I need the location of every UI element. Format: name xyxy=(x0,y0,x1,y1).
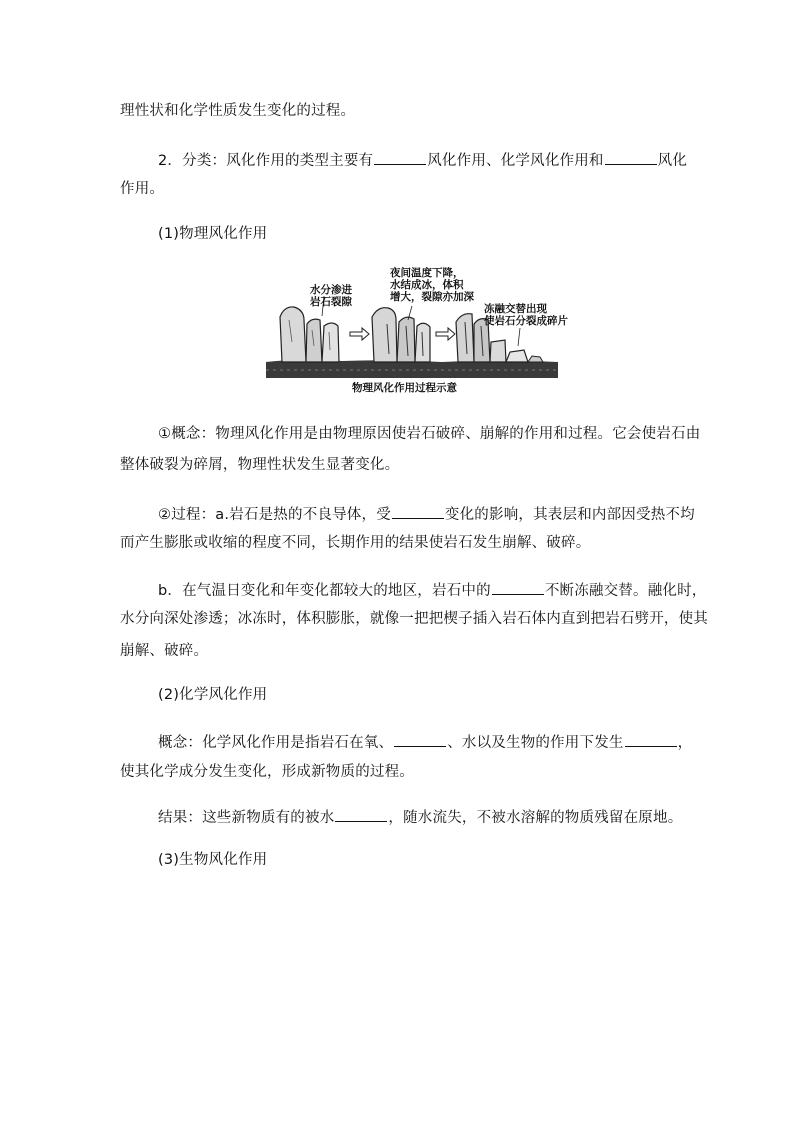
text-line: 理性状和化学性质发生变化的过程。 xyxy=(120,103,356,119)
text-line xyxy=(158,808,682,826)
text-segment: 风化 xyxy=(657,153,688,169)
weathering-diagram xyxy=(262,262,568,402)
text-segment: ②过程：a.岩石是热的不良导体，受 xyxy=(158,507,391,523)
text-segment: ，随水流失，不被水溶解的物质残留在原地。 xyxy=(388,810,683,826)
figure-label: 水分渗进 岩石裂隙 xyxy=(310,284,352,309)
text-line: 使其化学成分发生变化，形成新物质的过程。 xyxy=(120,764,414,780)
text-line xyxy=(158,733,692,751)
fill-blank[interactable] xyxy=(335,808,387,822)
section-heading: (1)物理风化作用 xyxy=(158,226,268,242)
text-segment: 风化作用、化学风化作用和 xyxy=(427,153,604,169)
text-line: 整体破裂为碎屑，物理性状发生显著变化。 xyxy=(120,457,400,473)
text-segment: 、水以及生物的作用下发生 xyxy=(447,735,624,751)
text-segment: 概念：化学风化作用是指岩石在氧、 xyxy=(158,735,394,751)
fill-blank[interactable] xyxy=(625,733,677,747)
text-segment: 2．分类：风化作用的类型主要有 xyxy=(158,153,374,169)
fill-blank[interactable] xyxy=(394,733,446,747)
fill-blank[interactable] xyxy=(392,505,444,519)
figure-caption: 物理风化作用过程示意 xyxy=(352,382,457,394)
text-line: 作用。 xyxy=(120,181,165,197)
text-segment: ， xyxy=(677,735,693,751)
text-segment: b．在气温日变化和年变化都较大的地区，岩石中的 xyxy=(158,583,491,599)
section-heading: (3)生物风化作用 xyxy=(158,852,268,868)
text-line: ①概念：物理风化作用是由物理原因使岩石破碎、崩解的作用和过程。它会使岩石由 xyxy=(158,426,701,442)
fill-blank[interactable] xyxy=(605,151,657,165)
text-line xyxy=(158,151,687,169)
text-segment: 变化的影响，其表层和内部因受热不均 xyxy=(444,507,695,523)
text-line: 水分向深处渗透；冰冻时，体积膨胀，就像一把把楔子插入岩石体内直到把岩石劈开，使其 xyxy=(120,611,708,627)
text-line xyxy=(158,505,695,523)
text-line: 而产生膨胀或收缩的程度不同，长期作用的结果使岩石发生崩解、破碎。 xyxy=(120,535,591,551)
fill-blank[interactable] xyxy=(492,581,544,595)
figure-label: 夜间温度下降， 水结成冰，体积 增大，裂隙亦加深 xyxy=(390,267,474,304)
text-line xyxy=(158,581,707,599)
text-segment: 结果：这些新物质有的被水 xyxy=(158,810,335,826)
fill-blank[interactable] xyxy=(374,151,426,165)
text-line: 崩解、破碎。 xyxy=(120,643,209,659)
figure-label: 冻融交替出现 使岩石分裂成碎片 xyxy=(484,303,568,328)
section-heading: (2)化学风化作用 xyxy=(158,687,268,703)
text-segment: 不断冻融交替。融化时， xyxy=(544,583,707,599)
